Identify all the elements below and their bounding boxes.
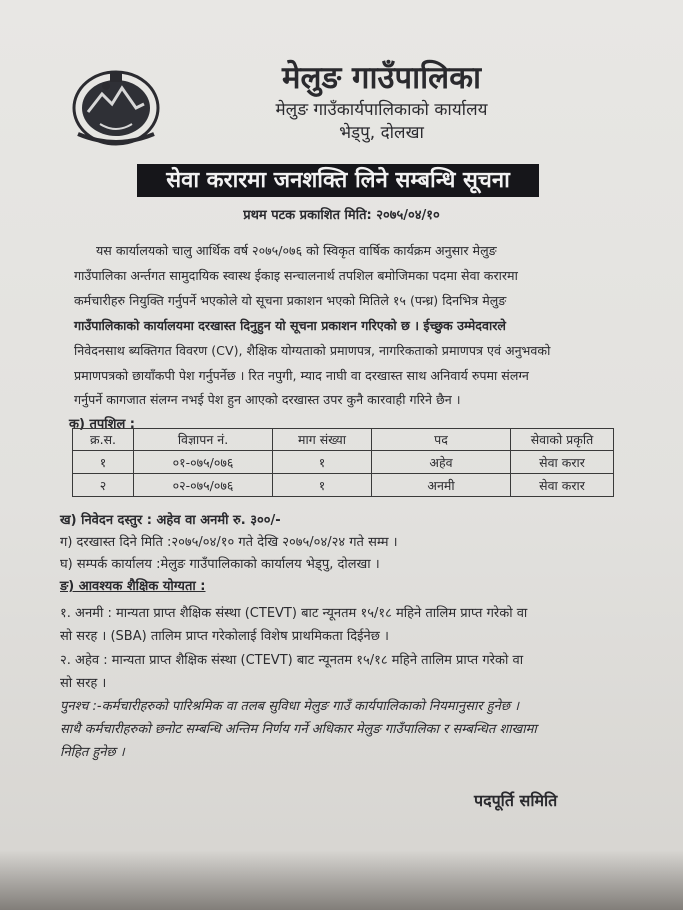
- table-label: क) तपशिल :: [69, 417, 135, 432]
- municipality-title: मेलुङ गाउँपालिका: [281, 60, 482, 96]
- postscript-line: साथै कर्मचारीहरुको छनोट सम्बन्धि अन्तिम निर्णय गर्ने अधिकार मेलुङ गाउँपालिका र सम्बन्धित शाखामा: [60, 722, 537, 737]
- table-cell: १: [273, 474, 372, 497]
- contact-office: घ) सम्पर्क कार्यालय :मेलुङ गाउँपालिकाको कार्यालय भेड्पु, दोलखा ।: [60, 557, 380, 572]
- body-line: कर्मचारीहरु नियुक्ति गर्नुपर्ने भएकोले यो सूचना प्रकाशन भएको मितिले १५ (पन्ध्र) दिनभित्र मेलुङ: [74, 293, 507, 308]
- table-cell: अनमी: [372, 474, 511, 497]
- body-line: गर्नुपर्ने कागजात संलग्न नभई पेश हुन आएको दरखास्त उपर कुनै कारवाही गरिने छैन ।: [74, 392, 461, 407]
- body-line: गाउँपालिका अर्न्तगत सामुदायिक स्वास्थ ईकाइ सन्चालनार्थ तपशिल बमोजिमका पदमा सेवा करारमा: [74, 268, 518, 283]
- qualification-heading: [60, 576, 205, 594]
- body-line: प्रमाणपत्रको छायाँकपी पेश गर्नुपर्नेछ । रित नपुगी, म्याद नाघी वा दरखास्त साथ अनिवार्य रुपमा संलग्न: [74, 368, 529, 383]
- signature-committee: पदपूर्ति समिति: [474, 791, 558, 810]
- table-cell: १: [73, 451, 134, 474]
- office-address: भेड्पु, दोलखा: [339, 123, 424, 143]
- table-header: माग संख्या: [273, 429, 372, 451]
- body-line: गाउँपालिकाको कार्यालयमा दरखास्त दिनुहुन यो सूचना प्रकाशन गरिएको छ । ईच्छुक उम्मेदवारले: [74, 318, 506, 333]
- application-fee: ख) निवेदन दस्तुर : अहेव वा अनमी रु. ३००/-: [60, 513, 281, 528]
- table-header-row: [73, 429, 614, 451]
- qualification-heading-text: ङ) आवश्यक शैक्षिक योग्यता :: [60, 579, 206, 594]
- table-row: [73, 474, 614, 497]
- office-name: मेलुङ गाउँकार्यपालिकाको कार्यालय: [275, 100, 488, 120]
- postscript-line: निहित हुनेछ ।: [60, 745, 125, 760]
- table-header: पद: [372, 429, 511, 451]
- photo-shadow: [0, 850, 683, 910]
- anmi-qualification-line: सो सरह । (SBA) तालिम प्राप्त गरेकोलाई विशेष प्राथमिकता दिईनेछ ।: [60, 629, 389, 644]
- table-cell: अहेव: [372, 451, 511, 474]
- table-header: विज्ञापन नं.: [134, 429, 273, 451]
- table-cell: सेवा करार: [511, 474, 614, 497]
- ahew-qualification-line: सो सरह ।: [60, 676, 107, 691]
- table-cell: सेवा करार: [511, 451, 614, 474]
- table-header: सेवाको प्रकृति: [511, 429, 614, 451]
- body-line: निवेदनसाथ ब्यक्तिगत विवरण (CV), शैक्षिक योग्यताको प्रमाणपत्र, नागरिकताको प्रमाणपत्र एवं अनुभवको: [74, 343, 551, 358]
- application-deadline: ग) दरखास्त दिने मिति :२०७५/०४/१० गते देखि २०७५/०४/२४ गते सम्म ।: [60, 535, 398, 550]
- published-date: प्रथम पटक प्रकाशित मिति: २०७५/०४/१०: [243, 208, 440, 223]
- table-cell: २: [73, 474, 134, 497]
- table-cell: ०१-०७५/०७६: [134, 451, 273, 474]
- notice-title: सेवा करारमा जनशक्ति लिने सम्बन्धि सूचना: [137, 164, 539, 197]
- postscript-line: पुनश्च :-कर्मचारीहरुको पारिश्रमिक वा तलब सुविधा मेलुङ गाउँ कार्यपालिकाको नियमानुसार हुनेछ ।: [60, 699, 520, 714]
- posts-table: [72, 428, 614, 497]
- body-line: यस कार्यालयको चालु आर्थिक वर्ष २०७५/०७६ को स्विकृत वार्षिक कार्यक्रम अनुसार मेलुङ: [96, 243, 497, 258]
- ahew-qualification-line: २. अहेव : मान्यता प्राप्त शैक्षिक संस्था (CTEVT) बाट न्यूनतम १५/१८ महिने तालिम प्राप्त गरेको वा: [60, 653, 524, 668]
- table-cell: ०२-०७५/०७६: [134, 474, 273, 497]
- table-row: [73, 451, 614, 474]
- anmi-qualification-line: १. अनमी : मान्यता प्राप्त शैक्षिक संस्था (CTEVT) बाट न्यूनतम १५/१८ महिने तालिम प्राप्त गरेको वा: [60, 606, 528, 621]
- table-header: क्र.स.: [73, 429, 134, 451]
- table-cell: १: [273, 451, 372, 474]
